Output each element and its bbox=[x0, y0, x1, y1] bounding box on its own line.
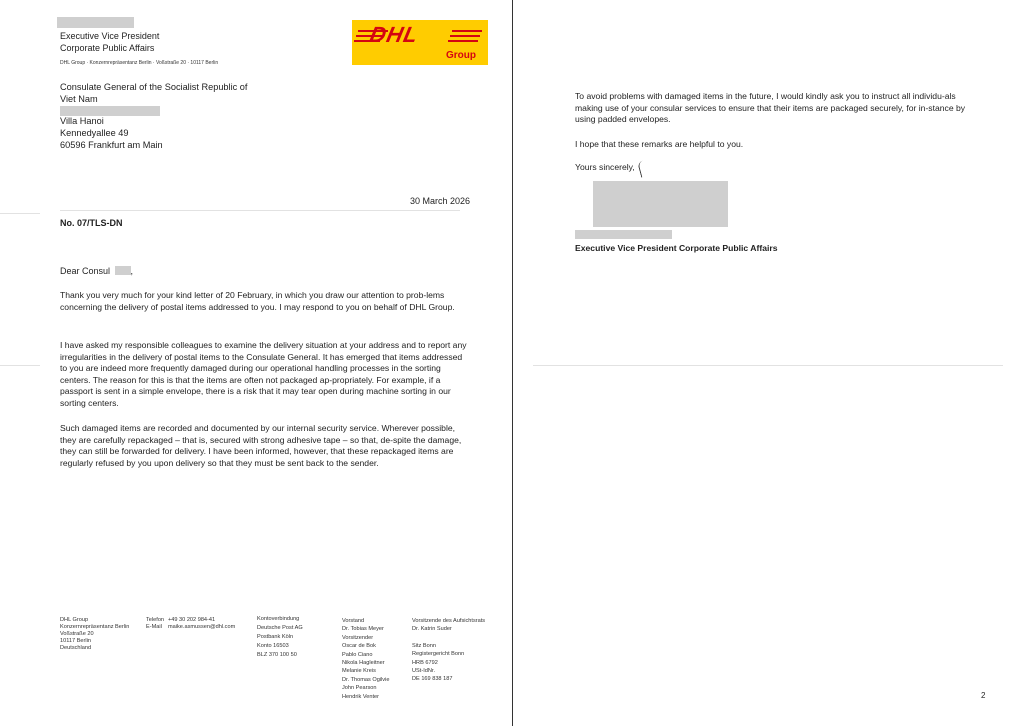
letter-page-2 bbox=[513, 0, 1024, 726]
closing: Yours sincerely, bbox=[575, 162, 635, 172]
footer-board: Vorstand Dr. Tobias Meyer Vorsitzender Oscar de Bok Pablo Ciano Nikola Hagleitner Melanie Kreis Dr. Thomas Ogilvie John Pearson Hendrik Venter bbox=[342, 618, 390, 700]
footer-contact-values: +49 30 202 984-41 maike.asmussen@dhl.com bbox=[168, 617, 236, 630]
salutation bbox=[60, 266, 133, 277]
sender-title-line2: Corporate Public Affairs bbox=[60, 43, 155, 53]
redacted-signature bbox=[593, 181, 728, 227]
redacted-name bbox=[115, 266, 131, 275]
return-address: DHL Group · Konzernrepräsentanz Berlin · Voßstraße 20 · 10117 Berlin bbox=[60, 60, 219, 66]
footer-company: DHL Group Konzernrepräsentanz Berlin Voßstraße 20 10117 Berlin Deutschland bbox=[60, 617, 130, 651]
dhl-group-logo bbox=[352, 20, 488, 65]
body-paragraph: To avoid problems with damaged items in the future, I would kindly ask you to instruct all individu-als making use of your consular services to ensure that their items are packaged securely, for in-stance by using padded envelopes. bbox=[575, 91, 966, 125]
sender-title-line1: Executive Vice President bbox=[60, 31, 160, 41]
redacted-name bbox=[60, 106, 160, 116]
group-logo-text: Group bbox=[446, 50, 476, 61]
body-paragraph: I have asked my responsible colleagues to examine the delivery situation at your address and to report any irregularities in the delivery of postal items to the Consulate General. It has emerged that items addressed to you are indeed more frequently damaged during our operational handling processes in the sorting centers. The reason for this is that the items are often not packaged ap-propriately. For example, if a passport is sent in a simple envelope, there is a risk that it may tear open during machine sorting in our sorting centers. bbox=[60, 340, 467, 408]
body-paragraph: Such damaged items are recorded and documented by our internal security service. Wherever possible, they are carefully repackaged – that is, secured with strong adhesive tape – so that, de-spite the damage, they can still be forwarded for delivery. I have been informed, however, that these repackaged items are regularly refused by you upon delivery so that they must be sent back to the sender. bbox=[60, 423, 462, 468]
recipient-line: Villa Hanoi bbox=[60, 116, 104, 126]
footer-contact-labels: Telefon E-Mail bbox=[146, 617, 165, 630]
body-paragraph: Thank you very much for your kind letter of 20 February, in which you draw our attention to prob-lems concerning the delivery of postal items addressed to you. I may respond to you on behalf of DHL Group. bbox=[60, 290, 455, 312]
body-paragraph: I hope that these remarks are helpful to you. bbox=[575, 139, 744, 149]
footer-bank: Kontoverbindung Deutsche Post AG Postbank Köln Konto 16503 BLZ 370 100 50 bbox=[257, 616, 303, 658]
salutation-comma: , bbox=[130, 266, 134, 276]
dhl-logo-text: DHL bbox=[367, 22, 421, 47]
footer-registry: Vorsitzende des Aufsichtsrats Dr. Katrin Suder Sitz Bonn Registergericht Bonn HRB 6792 USt-IdNr. DE 169 838 187 bbox=[412, 618, 486, 683]
reference-number: No. 07/TLS-DN bbox=[60, 218, 123, 228]
recipient-line: Consulate General of the Socialist Republic of bbox=[60, 82, 248, 92]
redacted-name bbox=[57, 17, 134, 28]
recipient-line: Kennedyallee 49 bbox=[60, 128, 129, 138]
signature-title: Executive Vice President Corporate Public Affairs bbox=[575, 243, 778, 253]
salutation-text: Dear Consul bbox=[60, 266, 111, 276]
recipient-line: 60596 Frankfurt am Main bbox=[60, 140, 163, 150]
page-number: 2 bbox=[981, 691, 986, 700]
redacted-name bbox=[575, 230, 672, 239]
recipient-line: Viet Nam bbox=[60, 94, 98, 104]
letter-date: 30 March 2026 bbox=[410, 196, 471, 206]
